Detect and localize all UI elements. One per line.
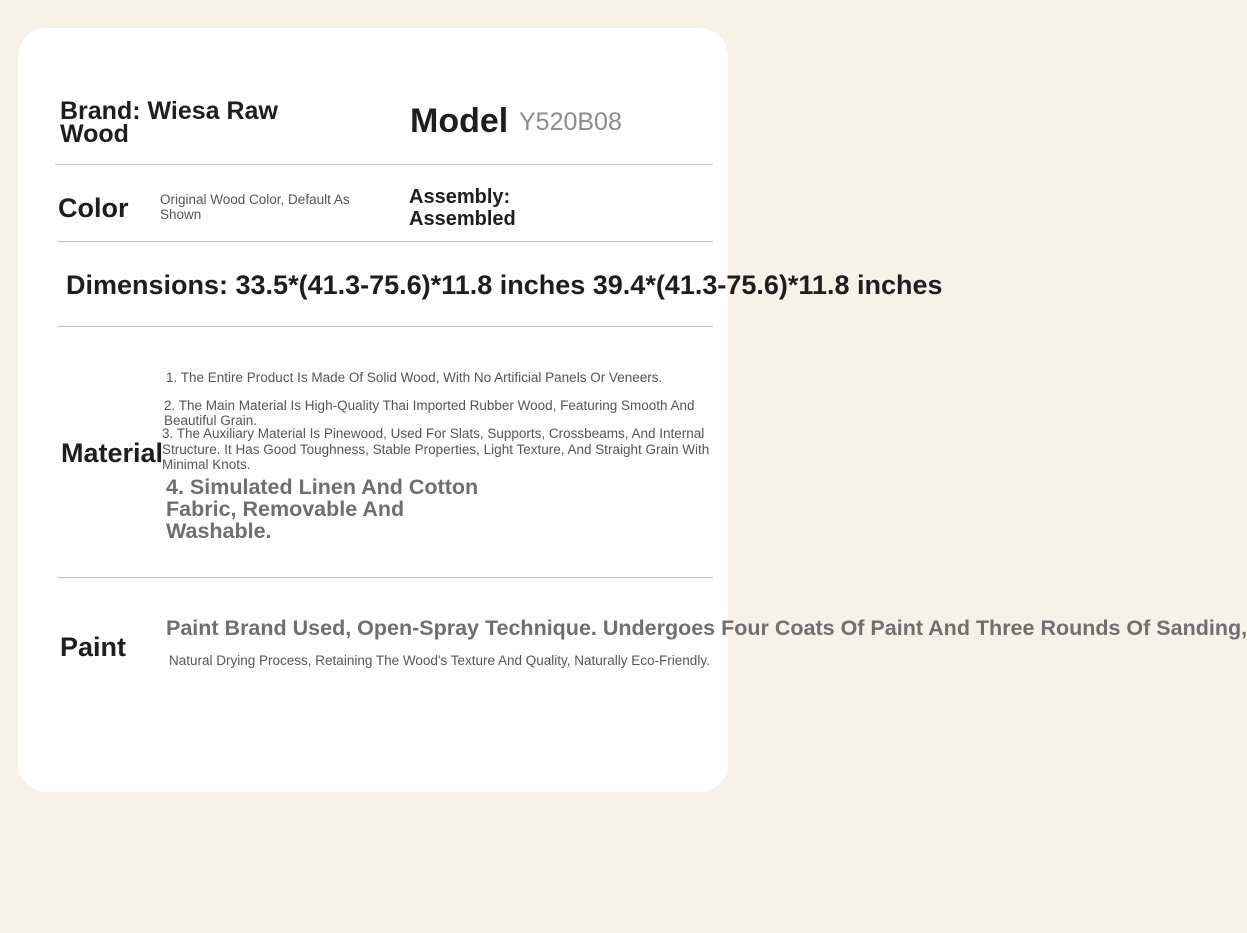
- paint-description-line: Paint Brand Used, Open-Spray Technique. Undergoes Four Coats Of Paint And Three Rounds Of Sanding,: [166, 616, 1247, 640]
- spec-card: [18, 28, 1247, 792]
- material-item: 3. The Auxiliary Material Is Pinewood, Used For Slats, Supports, Crossbeams, And Internal Structure. It Has Good Toughness, Stable Properties, Light Texture, And Straight Grain With Minimal Knots.: [162, 426, 710, 472]
- dimensions-text: Dimensions: 33.5*(41.3-75.6)*11.8 inches 39.4*(41.3-75.6)*11.8 inches: [66, 270, 943, 300]
- model-value: Y520B08: [519, 108, 622, 136]
- divider: [58, 577, 713, 578]
- divider: [58, 326, 713, 327]
- color-label: Color: [58, 193, 129, 223]
- material-item: 1. The Entire Product Is Made Of Solid Wood, With No Artificial Panels Or Veneers.: [166, 370, 663, 385]
- paint-label: Paint: [60, 632, 127, 662]
- color-value: Original Wood Color, Default As Shown: [160, 192, 350, 222]
- model-label: Model: [410, 102, 509, 140]
- divider: [55, 164, 713, 165]
- paint-description-line: Natural Drying Process, Retaining The Wood's Texture And Quality, Naturally Eco-Friendly.: [169, 653, 710, 668]
- brand-text: Brand: Wiesa Raw Wood: [60, 97, 278, 148]
- assembly-text: Assembly: Assembled: [409, 186, 516, 230]
- material-item: 4. Simulated Linen And Cotton Fabric, Removable And Washable.: [166, 475, 479, 543]
- divider: [58, 241, 713, 242]
- material-label: Material: [61, 438, 164, 468]
- material-item: 2. The Main Material Is High-Quality Thai Imported Rubber Wood, Featuring Smooth And Beautiful Grain.: [164, 398, 695, 428]
